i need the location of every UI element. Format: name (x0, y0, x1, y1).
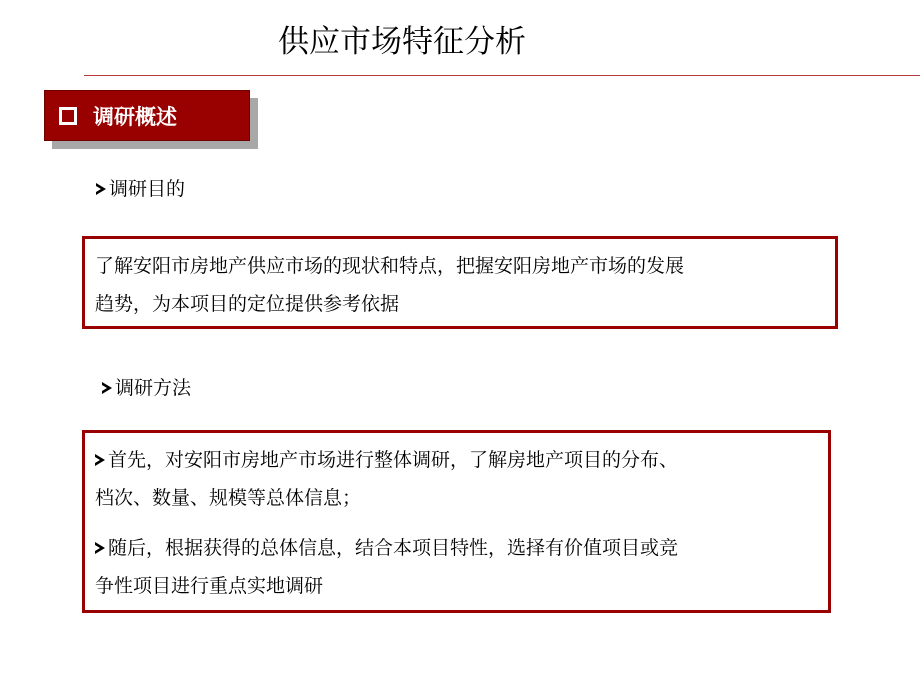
method-item-1-line-1: 首先，对安阳市房地产市场进行整体调研，了解房地产项目的分布、 (108, 449, 679, 471)
method-item-2-line-1: 随后，根据获得的总体信息，结合本项目特性，选择有价值项目或竞 (108, 537, 679, 559)
method-item-1-line-2: 档次、数量、规模等总体信息； (95, 487, 362, 509)
arrow-bullet-icon (95, 454, 105, 466)
arrow-bullet-icon (96, 183, 106, 195)
arrow-bullet-icon (95, 542, 105, 554)
purpose-line-1: 了解安阳市房地产供应市场的现状和特点，把握安阳房地产市场的发展 (95, 255, 685, 277)
method-item-2-line-2: 争性项目进行重点实地调研 (95, 575, 324, 597)
method-box (82, 430, 831, 613)
method-item-2 (95, 529, 825, 605)
purpose-text (95, 247, 825, 323)
method-heading (102, 374, 191, 402)
purpose-heading-label: 调研目的 (109, 178, 186, 200)
purpose-heading (96, 175, 185, 203)
section-header-label: 调研概述 (93, 104, 177, 129)
method-item-1 (95, 441, 825, 517)
arrow-bullet-icon (102, 382, 112, 394)
slide-title: 供应市场特征分析 (278, 24, 526, 60)
method-heading-label: 调研方法 (115, 377, 192, 399)
square-bullet-icon (59, 107, 77, 125)
section-header (44, 90, 250, 141)
purpose-line-2: 趋势，为本项目的定位提供参考依据 (95, 293, 400, 315)
title-divider (84, 75, 920, 76)
purpose-box (82, 236, 838, 329)
